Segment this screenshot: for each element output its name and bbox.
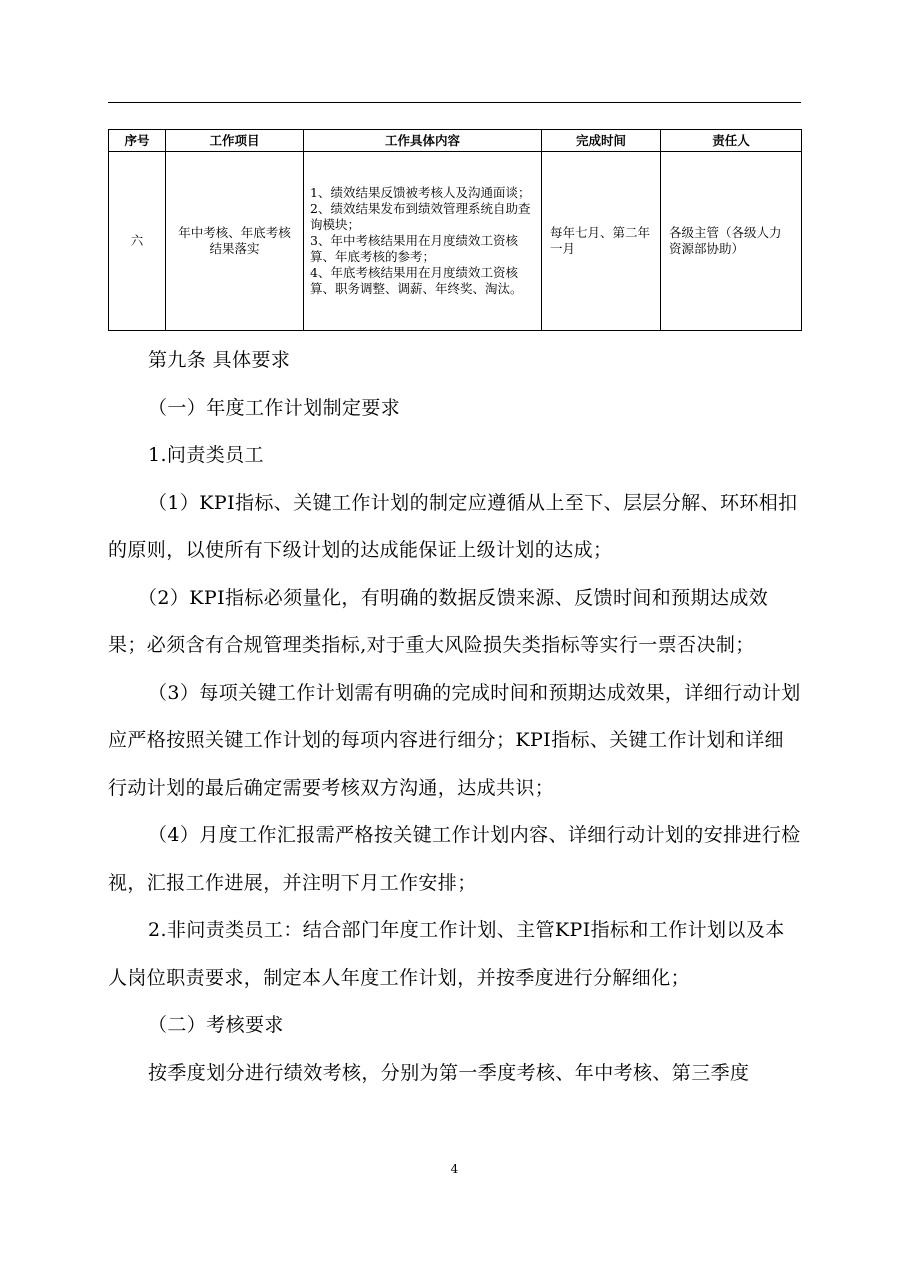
- article-heading: 第九条 具体要求: [148, 349, 291, 371]
- header-item: 工作项目: [166, 130, 304, 152]
- content-line: 1、绩效结果反馈被考核人及沟通面谈；: [310, 185, 531, 200]
- paragraph-3: （3）每项关键工作计划需有明确的完成时间和预期达成效果，详细行动计划应严格按照关键工作计划的每项内容进行细分；KPI指标、关键工作计划和详细行动计划的最后确定需要考核双方沟通，达成共识；: [108, 681, 801, 799]
- section-heading-1: （一）年度工作计划制定要求: [148, 396, 401, 419]
- header-content: 工作具体内容: [304, 130, 542, 152]
- content-line: 3、年中考核结果用在月度绩效工资核算、年底考核的参考；: [310, 233, 518, 264]
- cell-owner: 各级主管（各级人力资源部协助）: [661, 152, 802, 331]
- header-no: 序号: [109, 130, 166, 152]
- work-plan-table: [108, 129, 802, 331]
- page-number: 4: [450, 1162, 459, 1176]
- cell-content: [304, 152, 542, 331]
- subsection-heading-1: 1.问责类员工: [148, 444, 264, 466]
- document-body: [108, 337, 801, 1097]
- paragraph-1: （1）KPI指标、关键工作计划的制定应遵循从上至下、层层分解、环环相扣的原则，以使所有下级计划的达成能保证上级计划的达成；: [108, 491, 798, 561]
- content-line: 4、年底考核结果用在月度绩效工资核算、职务调整、调薪、年终奖、淘汰。: [310, 265, 523, 296]
- table-header-row: [109, 130, 802, 152]
- cell-item: 年中考核、年底考核结果落实: [166, 152, 304, 331]
- cell-no: 六: [109, 152, 166, 331]
- paragraph-2: （2）KPI指标必须量化，有明确的数据反馈来源、反馈时间和预期达成效果；必须含有合规管理类指标,对于重大风险损失类指标等实行一票否决制；: [108, 586, 769, 656]
- cell-time: 每年七月、第二年一月: [542, 152, 661, 331]
- header-owner: 责任人: [661, 130, 802, 152]
- paragraph-5: 按季度划分进行绩效考核，分别为第一季度考核、年中考核、第三季度: [148, 1061, 750, 1084]
- paragraph-4: （4）月度工作汇报需严格按关键工作计划内容、详细行动计划的安排进行检视，汇报工作进展，并注明下月工作安排；: [108, 824, 801, 894]
- content-line: 2、绩效结果发布到绩效管理系统自助查询模块；: [310, 201, 531, 232]
- table-row: [109, 152, 802, 331]
- subsection-heading-2: 2.非问责类员工：结合部门年度工作计划、主管KPI指标和工作计划以及本人岗位职责要求，制定本人年度工作计划，并按季度进行分解细化；: [108, 919, 785, 989]
- section-heading-2: （二）考核要求: [148, 1014, 284, 1036]
- header-time: 完成时间: [542, 130, 661, 152]
- header-rule: [108, 102, 801, 103]
